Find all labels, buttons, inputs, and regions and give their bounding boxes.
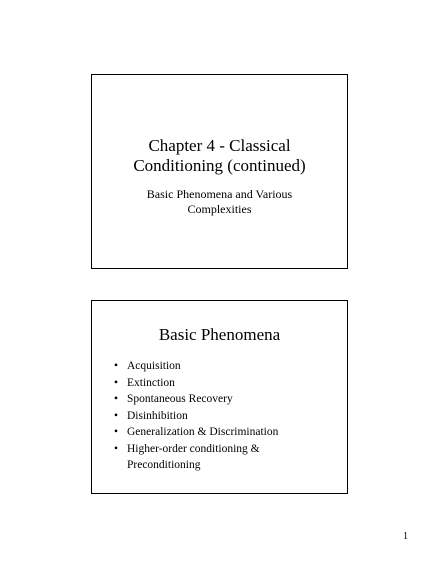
slide-1-title-line-1: Chapter 4 - Classical <box>148 136 291 155</box>
bullet-list <box>114 358 337 474</box>
page-number: 1 <box>403 531 408 542</box>
bullet-item: • Generalization & Discrimination <box>114 424 337 441</box>
slide-2-title: Basic Phenomena <box>158 325 281 344</box>
bullet-dot-icon: • <box>114 426 119 438</box>
bullet-dot-icon: • <box>114 393 119 405</box>
bullet-dot-icon: • <box>114 376 119 389</box>
slide-2 <box>91 300 348 494</box>
bullet-item: • Extinction <box>114 375 337 392</box>
bullet-dot-icon: • <box>114 360 119 372</box>
slide-1-subtitle <box>92 187 347 217</box>
bullet-item: • Acquisition <box>114 358 337 375</box>
slide-1-subtitle-line-2: Complexities <box>187 202 252 216</box>
slide-1 <box>91 74 348 269</box>
bullet-item: • Spontaneous Recovery <box>114 391 337 408</box>
bullet-item: • Higher-order conditioning & Preconditioning <box>114 441 337 474</box>
bullet-dot-icon: • <box>114 409 119 422</box>
bullet-item: • Disinhibition <box>114 408 337 425</box>
slide-1-title <box>92 136 347 176</box>
bullet-continuation: Preconditioning <box>127 459 201 471</box>
slide-1-subtitle-line-1: Basic Phenomena and Various <box>146 187 293 201</box>
bullet-dot-icon: • <box>114 442 119 455</box>
slide-1-title-line-2: Conditioning (continued) <box>133 156 306 175</box>
